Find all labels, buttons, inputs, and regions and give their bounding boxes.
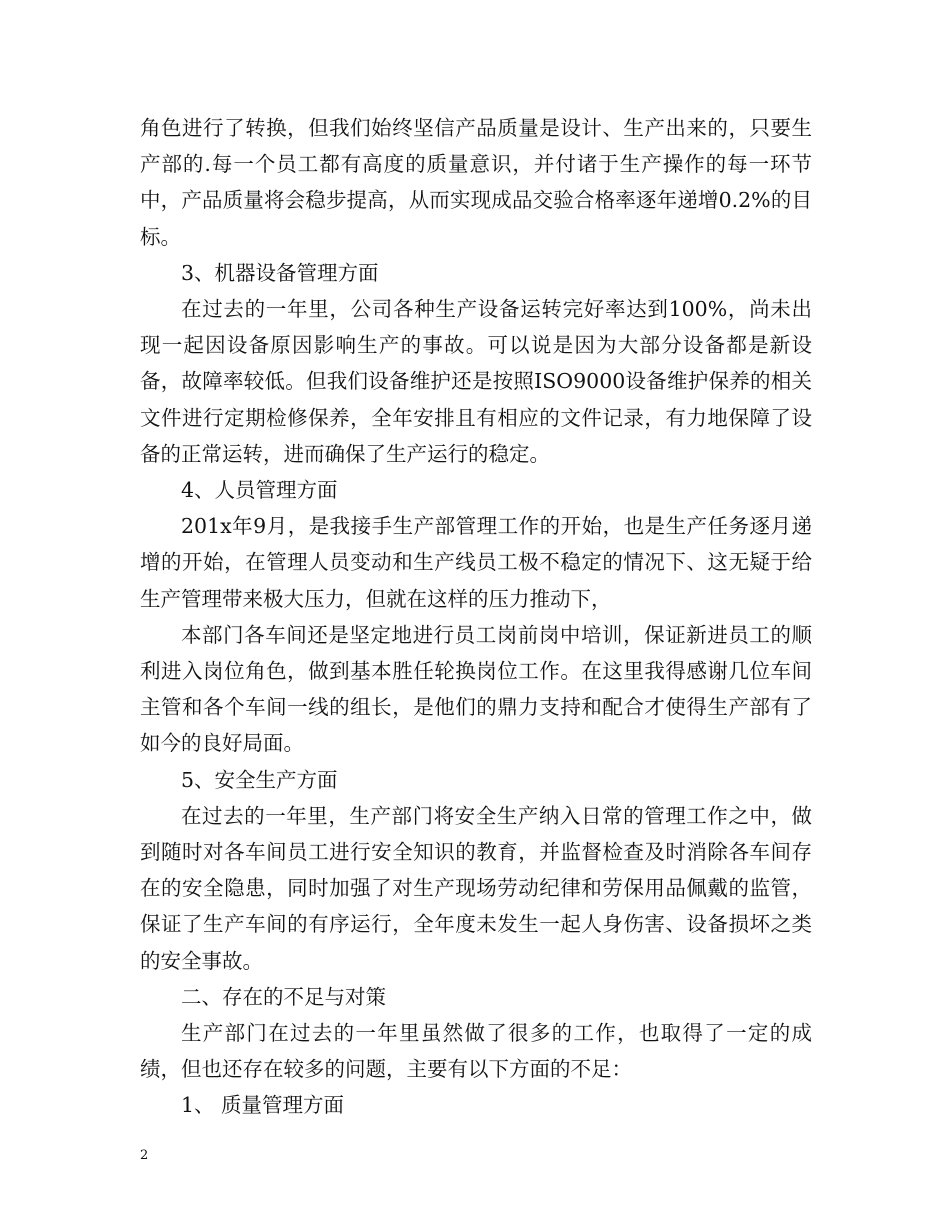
section-heading-personnel: 4、人员管理方面 xyxy=(181,478,338,503)
paragraph-personnel-1: 201x年9月，是我接手生产部管理工作的开始，也是生产任务逐月递增的开始，在管理人员变动和生产线员工极不稳定的情况下、这无疑于给生产管理带来极大压力，但就在这样的压力推动下， xyxy=(140,514,812,611)
paragraph-shortcomings: 生产部门在过去的一年里虽然做了很多的工作，也取得了一定的成绩，但也还存在较多的问题，主要有以下方面的不足： xyxy=(140,1021,812,1082)
paragraph-personnel-2: 本部门各车间还是坚定地进行员工岗前岗中培训，保证新进员工的顺利进入岗位角色，做到基本胜任轮换岗位工作。在这里我得感谢几位车间主管和各个车间一线的组长，是他们的鼎力支持和配合才使得生产部有了如今的良好局面。 xyxy=(140,622,812,756)
section-heading-safety: 5、安全生产方面 xyxy=(181,767,338,792)
section-heading-shortcomings: 二、存在的不足与对策 xyxy=(181,984,386,1009)
paragraph-continuation: 角色进行了转换，但我们始终坚信产品质量是设计、生产出来的，只要生产部的.每一个员工都有高度的质量意识，并付诸于生产操作的每一环节中，产品质量将会稳步提高，从而实现成品交验合格率逐年递增0.2%的目标。 xyxy=(140,116,812,249)
page-number: 2 xyxy=(140,1148,149,1163)
paragraph-safety: 在过去的一年里，生产部门将安全生产纳入日常的管理工作之中，做到随时对各车间员工进行安全知识的教育，并监督检查及时消除各车间存在的安全隐患，同时加强了对生产现场劳动纪律和劳保用品佩戴的监管，保证了生产车间的有序运行，全年度未发生一起人身伤害、设备损坏之类的安全事故。 xyxy=(140,803,812,973)
document-body xyxy=(140,110,812,1124)
section-heading-equipment: 3、机器设备管理方面 xyxy=(181,260,379,285)
subsection-heading-quality: 1、 质量管理方面 xyxy=(181,1093,345,1118)
paragraph-equipment: 在过去的一年里，公司各种生产设备运转完好率达到100%，尚未出现一起因设备原因影响生产的事故。可以说是因为大部分设备都是新设备，故障率较低。但我们设备维护还是按照ISO9000设备维护保养的相关文件进行定期检修保养，全年安排且有相应的文件记录，有力地保障了设备的正常运转，进而确保了生产运行的稳定。 xyxy=(140,297,812,466)
